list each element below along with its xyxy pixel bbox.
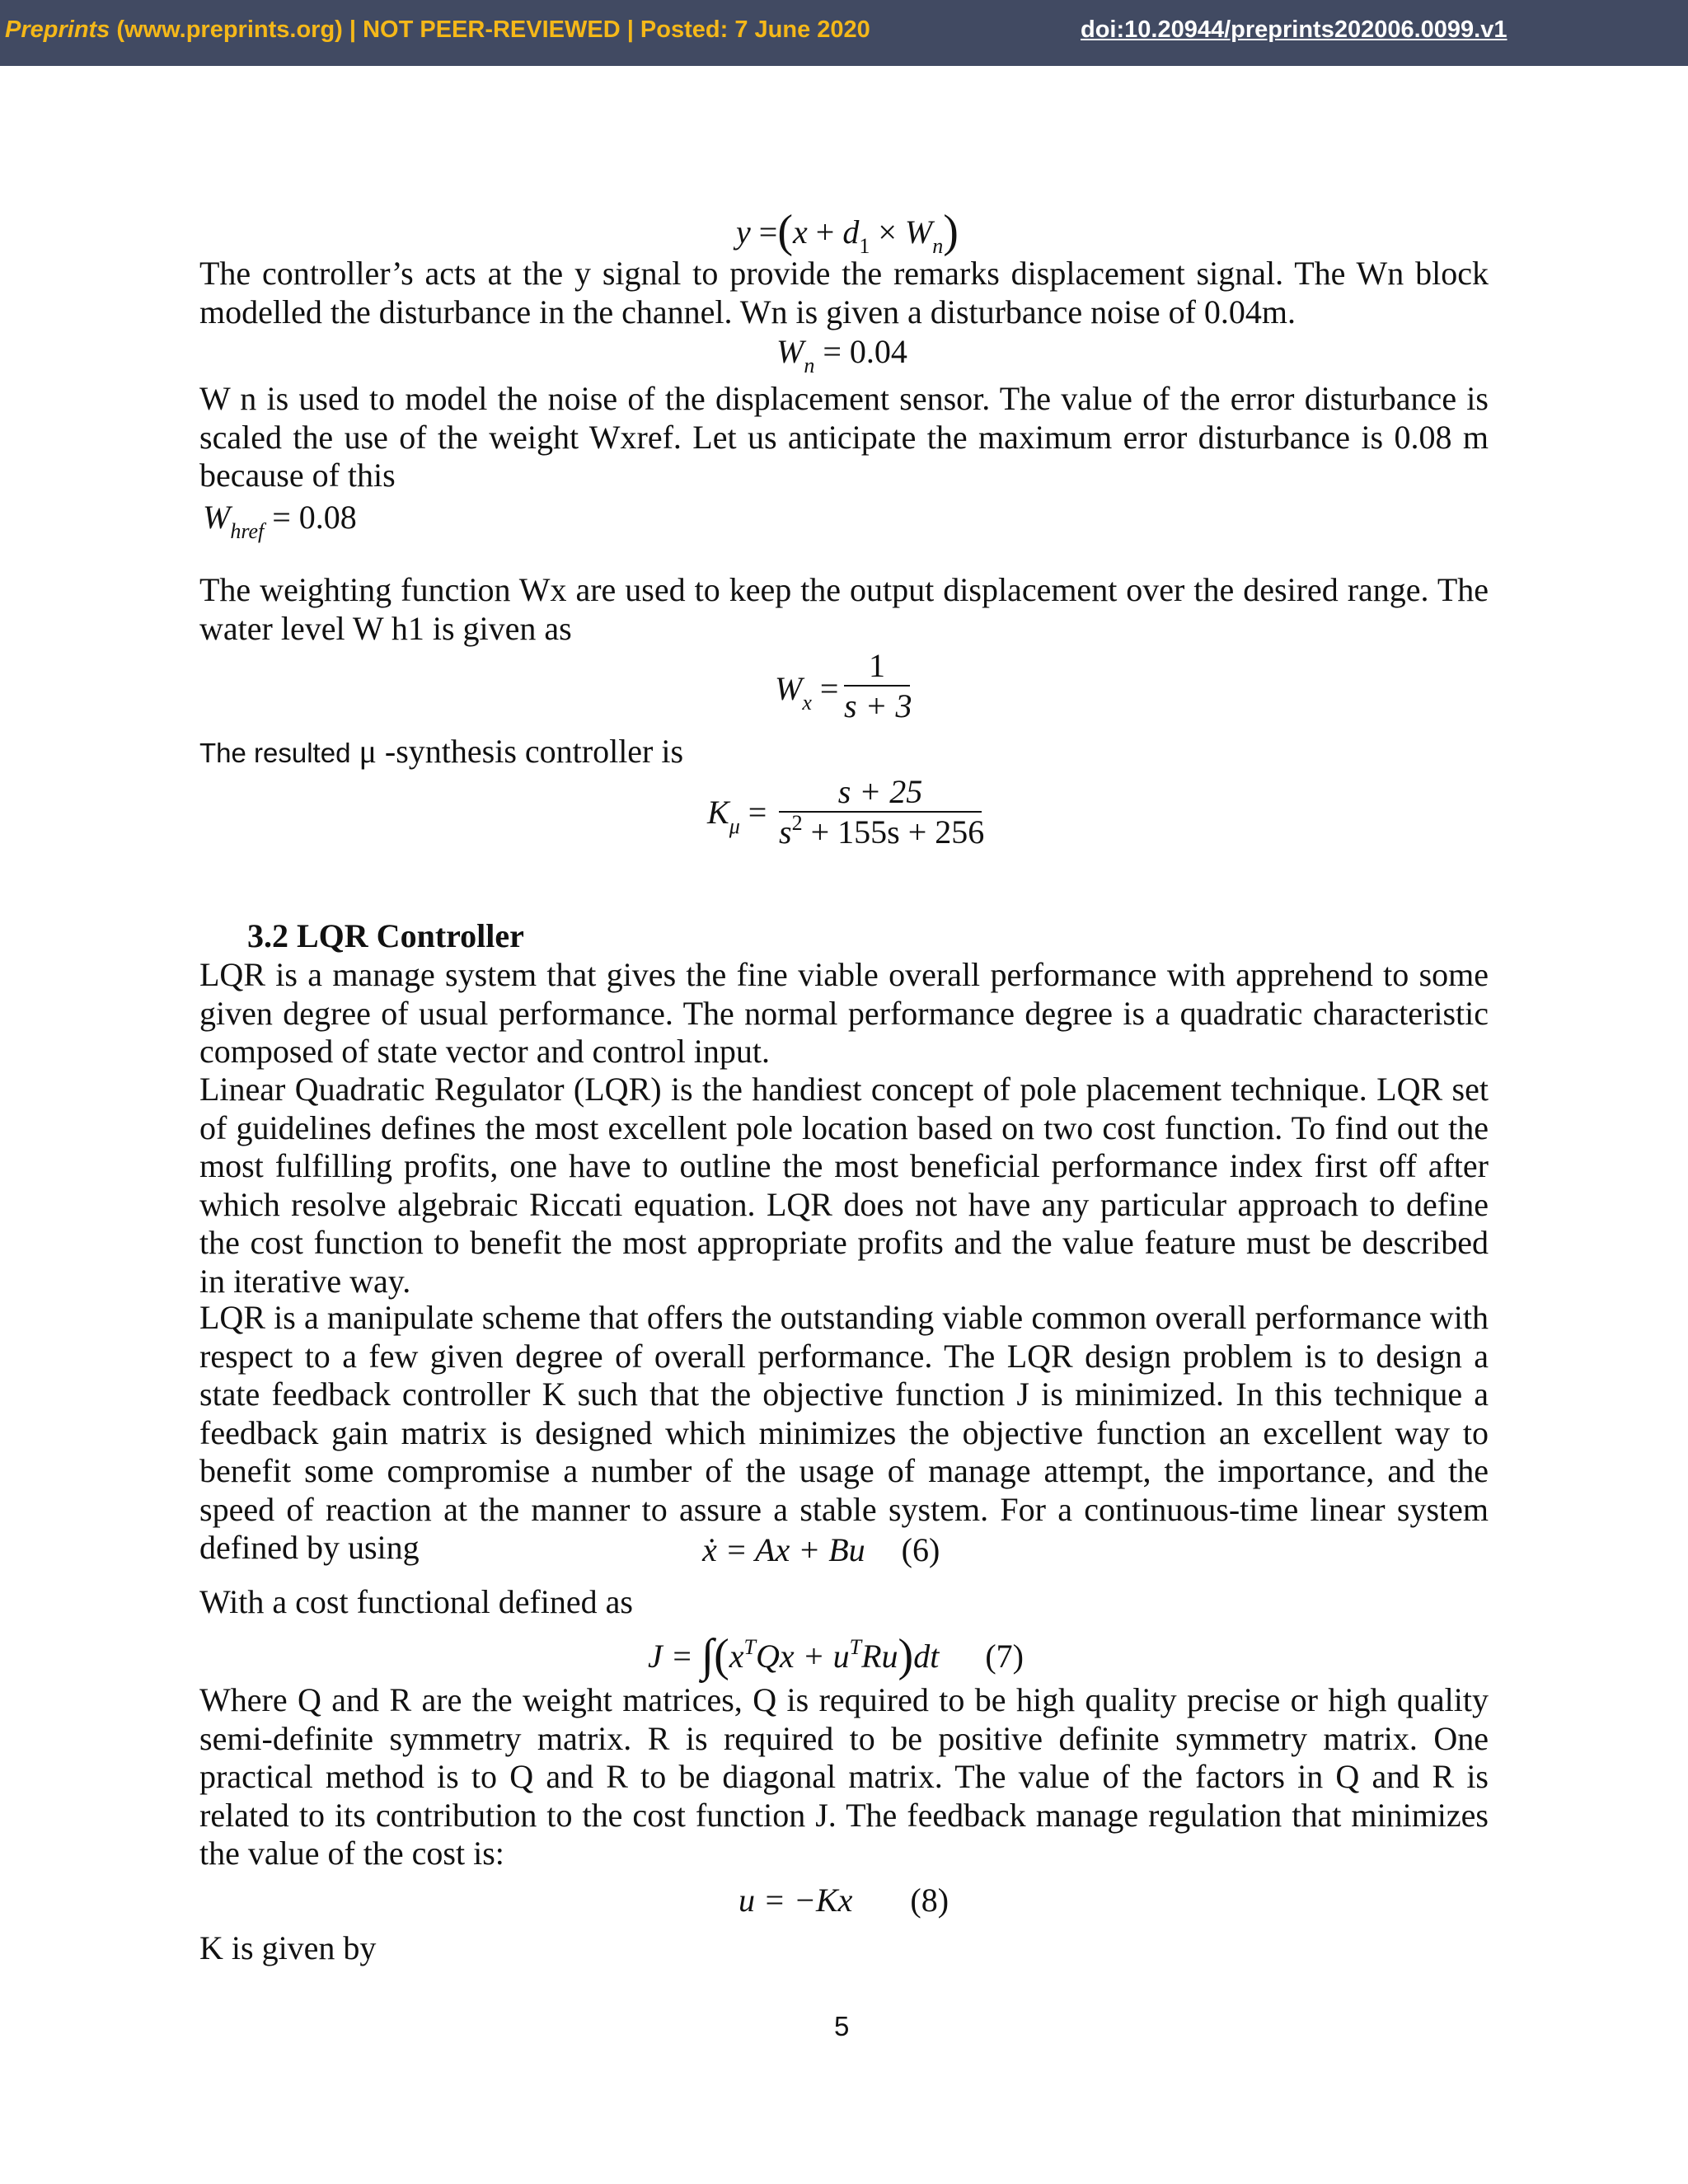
equation-kmu-lhs bbox=[707, 793, 767, 838]
eq-operator: × bbox=[878, 213, 897, 251]
eq-superscript: 2 bbox=[791, 811, 803, 835]
fraction-denominator: s + 3 bbox=[844, 687, 912, 724]
paragraph-lqr-pole-placement: Linear Quadratic Regulator (LQR) is the handiest concept of pole placement technique. LQR set of guidelines defines the most excellent pole location based on two cost function. To find out the most fulfilling profits, one have to outline the most beneficial performance index first off after which resolve algebraic Riccati equation. LQR does not have any particular approach to define the cost function to benefit the most appropriate profits and the value feature must be described in iterative way. bbox=[199, 1071, 1489, 1300]
eq-symbol: W bbox=[203, 499, 231, 536]
eq-paren: ) bbox=[943, 206, 959, 257]
integral-sign: ∫ bbox=[701, 1630, 715, 1681]
eq-symbol: W bbox=[775, 670, 803, 707]
eq-paren: ) bbox=[898, 1630, 914, 1681]
paragraph-weight-matrices: Where Q and R are the weight matrices, Q is required to be high quality precise or high quality semi-definite symmetry matrix. R is required to be positive definite symmetry matrix. One practical method is to Q and R to be diagonal matrix. The value of the factors in Q and R is related to its contribution to the cost function J. The feedback manage regulation that minimizes the value of the cost is: bbox=[199, 1681, 1489, 1872]
equation-wx-fraction bbox=[844, 646, 910, 725]
eq-operator: = bbox=[748, 794, 767, 831]
equation-wx-lhs bbox=[775, 669, 839, 715]
eq-superscript: T bbox=[743, 1635, 756, 1659]
equation-y bbox=[736, 202, 959, 258]
paragraph-controller-acts: The controller’s acts at the y signal to provide the remarks displacement signal. The Wn block modelled the disturbance in the channel. Wn is given a disturbance noise of 0.04m. bbox=[199, 255, 1489, 330]
paragraph-weighting-function: The weighting function Wx are used to keep the output displacement over the desired range. The water level W h1 is given as bbox=[199, 571, 1489, 647]
doi-link[interactable]: doi:10.20944/preprints202006.0099.v1 bbox=[1081, 16, 1507, 43]
paragraph-noise-model: W n is used to model the noise of the displacement sensor. The value of the error disturbance is scaled the use of the weight Wxref. Let us anticipate the maximum error disturbance is 0.08 m because of this bbox=[199, 380, 1489, 494]
equation-body: u = −Kx bbox=[738, 1882, 853, 1919]
eq-operator: = bbox=[758, 213, 778, 251]
eq-subscript: x bbox=[802, 691, 812, 715]
fraction-numerator: s + 25 bbox=[837, 773, 923, 810]
eq-operator: = bbox=[819, 670, 839, 707]
mu-symbol: μ bbox=[359, 733, 377, 770]
eq-term: Qx + u bbox=[755, 1638, 850, 1675]
banner-brand: Preprints bbox=[5, 16, 110, 43]
mu-synthesis-line bbox=[199, 732, 683, 771]
paragraph-lqr-scheme: LQR is a manipulate scheme that offers the outstanding viable common overall performance with respect to a few given degree of overall performance. The LQR design problem is to design a state feedback controller K such that the objective function J is minimized. In this technique a feedback gain matrix is designed which minimizes the objective function an excellent way to benefit some compromise a number of the usage of manage attempt, the importance, and the speed of reaction at the manner to assure a stable system. For a continuous-time linear system defined by using bbox=[199, 1299, 1489, 1566]
equation-6 bbox=[702, 1530, 940, 1569]
equation-number: (6) bbox=[901, 1531, 940, 1568]
k-given-line: K is given by bbox=[199, 1929, 377, 1966]
eq-symbol: y bbox=[736, 213, 751, 251]
fraction-denominator bbox=[779, 811, 985, 851]
eq-superscript: T bbox=[849, 1635, 862, 1659]
equation-body: ẋ = Ax + Bu bbox=[702, 1531, 865, 1568]
fraction-numerator: 1 bbox=[869, 647, 885, 684]
page-number: 5 bbox=[834, 2011, 850, 2041]
eq-subscript: n bbox=[932, 234, 944, 258]
eq-symbol: d bbox=[842, 213, 860, 251]
eq-operator: + bbox=[815, 213, 835, 251]
eq-subscript: μ bbox=[729, 814, 740, 838]
eq-subscript: n bbox=[804, 354, 815, 377]
eq-symbol: x bbox=[792, 213, 808, 251]
cost-functional-line: With a cost functional defined as bbox=[199, 1583, 633, 1620]
eq-subscript: href bbox=[230, 519, 265, 543]
eq-symbol: x bbox=[729, 1638, 744, 1675]
eq-subscript: 1 bbox=[859, 234, 870, 258]
equation-whref bbox=[203, 498, 357, 543]
banner-posted-date: Posted: 7 June 2020 bbox=[640, 16, 870, 43]
banner-review-status: NOT PEER-REVIEWED bbox=[363, 16, 621, 43]
eq-symbol: K bbox=[707, 794, 729, 831]
mu-line-prefix: The resulted bbox=[199, 738, 351, 768]
eq-rhs: = 0.04 bbox=[823, 333, 907, 370]
eq-symbol: W bbox=[904, 213, 933, 251]
eq-symbol: W bbox=[776, 333, 804, 370]
eq-term: Ru bbox=[861, 1638, 898, 1675]
equation-7 bbox=[648, 1626, 1024, 1679]
eq-rhs: = 0.08 bbox=[272, 499, 357, 536]
banner-separator: | bbox=[626, 16, 634, 43]
equation-wn bbox=[776, 332, 907, 377]
eq-rest: + 155s + 256 bbox=[802, 813, 985, 851]
equation-8 bbox=[738, 1881, 949, 1919]
section-heading-lqr: 3.2 LQR Controller bbox=[247, 917, 524, 954]
eq-lhs: J = bbox=[648, 1638, 693, 1675]
equation-number: (8) bbox=[910, 1882, 950, 1919]
equation-kmu-fraction bbox=[779, 772, 985, 851]
eq-paren: ( bbox=[714, 1630, 729, 1681]
banner-separator: | bbox=[349, 16, 357, 43]
equation-number: (7) bbox=[985, 1638, 1024, 1675]
eq-paren: ( bbox=[777, 206, 793, 257]
eq-differential: dt bbox=[913, 1638, 940, 1675]
banner-url[interactable]: (www.preprints.org) bbox=[116, 16, 343, 43]
mu-line-suffix: -synthesis controller is bbox=[384, 733, 684, 770]
paragraph-lqr-intro: LQR is a manage system that gives the fine viable overall performance with apprehend to some given degree of usual performance. The normal performance degree is a quadratic characteristic composed of state vector and control input. bbox=[199, 956, 1489, 1070]
eq-symbol: s bbox=[779, 813, 792, 851]
